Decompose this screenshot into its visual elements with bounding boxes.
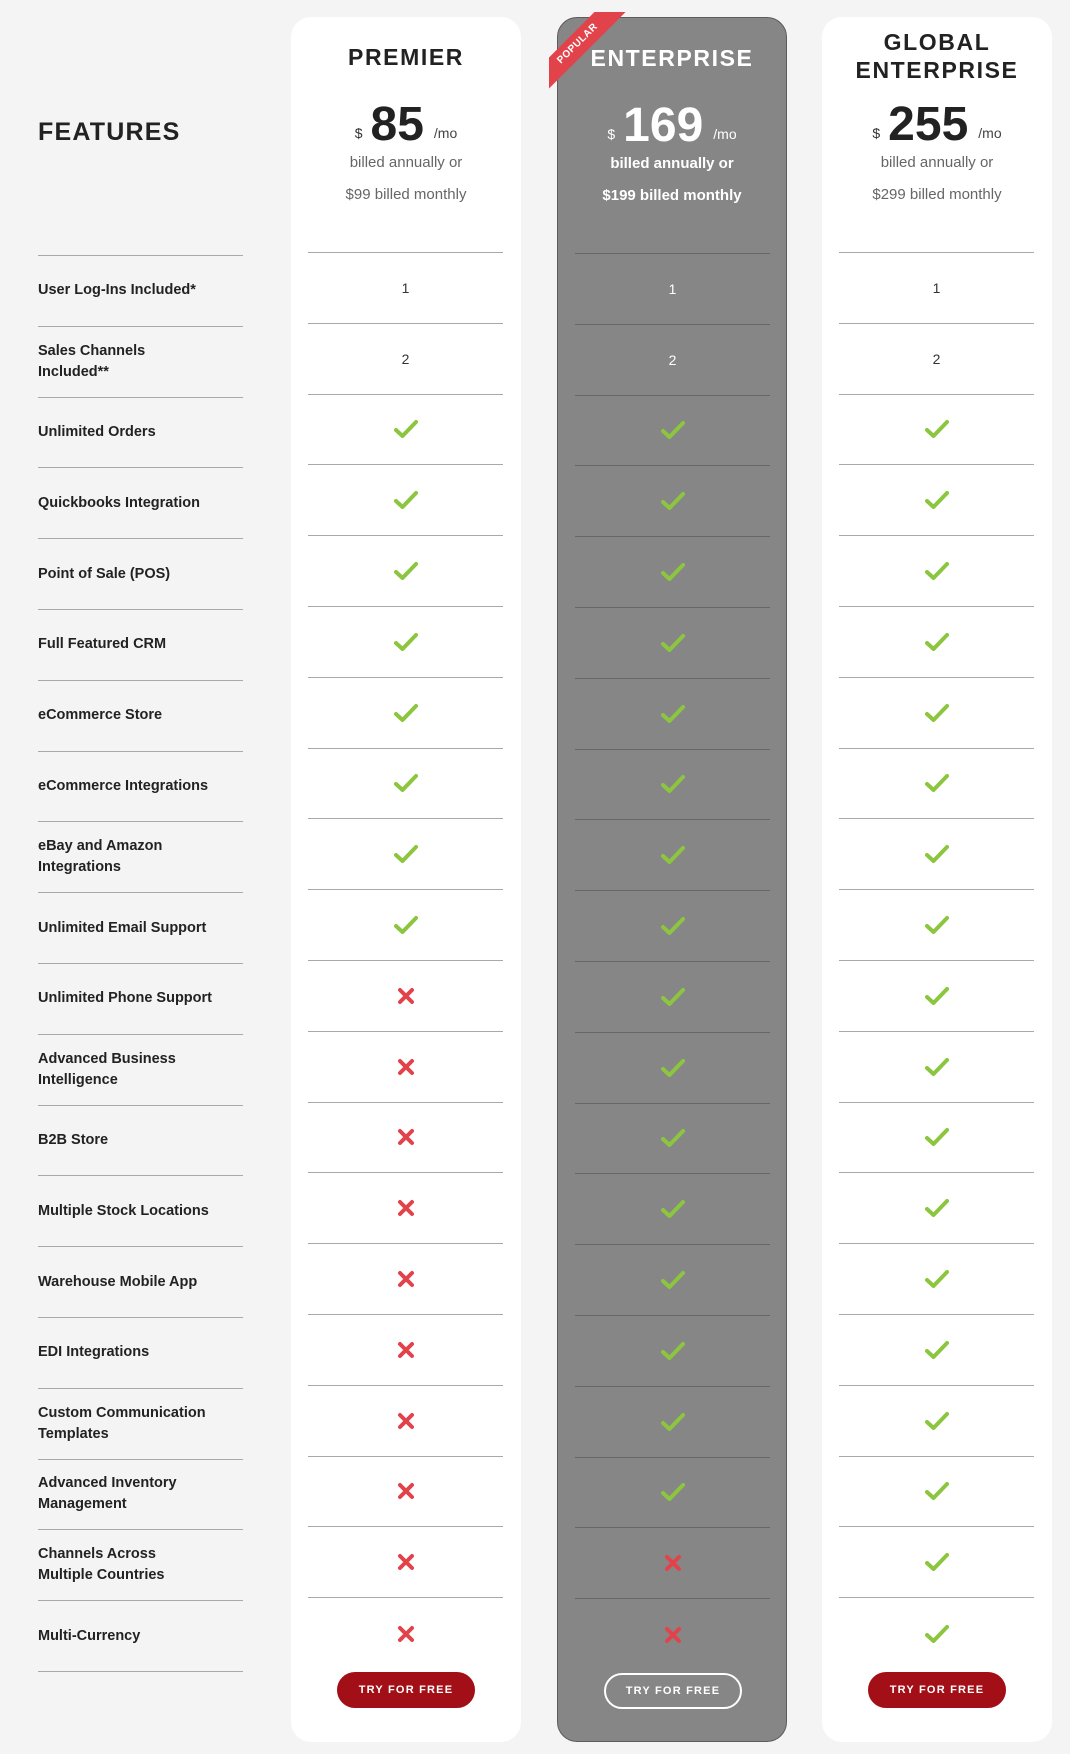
feature-value-cell (575, 1528, 770, 1599)
check-icon (661, 1270, 685, 1290)
billed-annually-text: billed annually or (610, 155, 734, 172)
feature-label: Full Featured CRM (38, 636, 167, 653)
try-for-free-button-premier[interactable]: TRY FOR FREE (337, 1672, 475, 1708)
feature-row (38, 1106, 243, 1177)
features-title: FEATURES (38, 118, 181, 146)
check-icon (661, 1412, 685, 1432)
feature-row (38, 327, 243, 398)
check-icon (925, 703, 949, 723)
cross-icon (397, 1270, 415, 1288)
try-for-free-button-global-enterprise[interactable]: TRY FOR FREE (868, 1672, 1006, 1708)
feature-value-cell (575, 1458, 770, 1529)
feature-value-cell (839, 961, 1034, 1032)
feature-value-cell (308, 1598, 503, 1669)
feature-row (38, 539, 243, 610)
cross-icon (397, 1128, 415, 1146)
billed-annually-text: billed annually or (880, 154, 994, 171)
feature-value-cell (839, 1527, 1034, 1598)
feature-value-cell (575, 1033, 770, 1104)
check-icon (394, 773, 418, 793)
feature-value-cell (308, 1244, 503, 1315)
feature-value-cell (308, 678, 503, 749)
price-amount: 255 (888, 98, 969, 151)
feature-row (38, 1247, 243, 1318)
price-period: /mo (978, 125, 1002, 141)
check-icon (661, 845, 685, 865)
check-icon (925, 1057, 949, 1077)
cross-icon (397, 1553, 415, 1571)
price-amount: 85 (370, 98, 424, 151)
feature-label: eCommerce Store (38, 707, 163, 724)
plan-feature-values (308, 252, 503, 1669)
feature-row (38, 1389, 243, 1460)
check-icon (661, 1199, 685, 1219)
check-icon (661, 562, 685, 582)
check-icon (925, 915, 949, 935)
check-icon (394, 844, 418, 864)
popular-badge: POPULAR (549, 12, 627, 92)
feature-value: 2 (401, 350, 410, 367)
feature-value-cell (839, 1173, 1034, 1244)
billed-monthly-text: $199 billed monthly (602, 187, 742, 204)
feature-row (38, 398, 243, 469)
plan-name-line-1: GLOBAL (883, 29, 991, 55)
check-icon (925, 1340, 949, 1360)
plan-card-premier (291, 17, 521, 1742)
cross-icon (397, 1341, 415, 1359)
check-icon (661, 1341, 685, 1361)
feature-label: Channels Across Multiple Countries (38, 1546, 165, 1584)
check-icon (925, 490, 949, 510)
feature-label: Warehouse Mobile App (38, 1273, 198, 1290)
feature-value-cell (839, 1457, 1034, 1528)
cross-icon (664, 1626, 682, 1644)
plan-card-global-enterprise (822, 17, 1052, 1742)
feature-value-cell (839, 1032, 1034, 1103)
feature-value-cell (308, 536, 503, 607)
feature-label: eCommerce Integrations (38, 777, 209, 794)
price-period: /mo (433, 125, 458, 141)
price-period: /mo (713, 126, 737, 142)
feature-row (38, 468, 243, 539)
check-icon (925, 1481, 949, 1501)
feature-value-cell (308, 324, 503, 395)
feature-label: Unlimited Orders (38, 423, 156, 440)
check-icon (661, 704, 685, 724)
feature-row (38, 1035, 243, 1106)
check-icon (394, 632, 418, 652)
feature-value-cell (575, 891, 770, 962)
cross-icon (397, 1625, 415, 1643)
feature-value-cell (839, 607, 1034, 678)
feature-row (38, 256, 243, 327)
price-currency: $ (354, 125, 363, 141)
feature-value-cell (308, 1173, 503, 1244)
feature-value-cell (308, 1457, 503, 1528)
feature-label: Unlimited Email Support (38, 919, 207, 936)
check-icon (394, 915, 418, 935)
check-icon (925, 1552, 949, 1572)
billed-monthly-text: $299 billed monthly (872, 186, 1002, 203)
check-icon (394, 490, 418, 510)
price-amount: 169 (623, 99, 704, 152)
feature-value: 2 (668, 351, 677, 368)
feature-value-cell (839, 536, 1034, 607)
check-icon (661, 420, 685, 440)
feature-value-cell (575, 325, 770, 396)
feature-value-cell (839, 465, 1034, 536)
feature-value: 1 (401, 279, 410, 296)
try-for-free-button-enterprise[interactable]: TRY FOR FREE (604, 1673, 742, 1709)
plan-name (822, 28, 1052, 84)
feature-label: eBay and Amazon Integrations (38, 838, 163, 876)
feature-value-cell (839, 1386, 1034, 1457)
feature-value-cell (575, 537, 770, 608)
feature-value-cell (308, 819, 503, 890)
feature-value-cell (839, 1598, 1034, 1669)
cross-icon (397, 987, 415, 1005)
feature-row (38, 1176, 243, 1247)
feature-row (38, 1460, 243, 1531)
feature-value-cell (575, 1387, 770, 1458)
feature-label: Quickbooks Integration (38, 494, 200, 511)
features-list (38, 255, 243, 1672)
feature-value-cell (839, 890, 1034, 961)
feature-value-cell (839, 749, 1034, 820)
feature-value-cell (575, 1245, 770, 1316)
check-icon (661, 633, 685, 653)
check-icon (925, 632, 949, 652)
feature-row (38, 822, 243, 893)
check-icon (661, 987, 685, 1007)
check-icon (925, 844, 949, 864)
feature-value-cell (839, 324, 1034, 395)
feature-value-cell (839, 678, 1034, 749)
cross-icon (397, 1482, 415, 1500)
feature-value-cell (308, 961, 503, 1032)
check-icon (925, 561, 949, 581)
feature-label: EDI Integrations (38, 1344, 150, 1361)
price-currency: $ (607, 126, 616, 142)
cross-icon (397, 1412, 415, 1430)
check-icon (661, 1058, 685, 1078)
feature-value-cell (575, 820, 770, 891)
cross-icon (397, 1058, 415, 1076)
feature-value-cell (575, 466, 770, 537)
plan-name-line-2: ENTERPRISE (855, 57, 1019, 83)
feature-value-cell (308, 1386, 503, 1457)
price (291, 99, 521, 151)
feature-value-cell (839, 819, 1034, 890)
feature-value-cell (308, 395, 503, 466)
plan-card-enterprise (557, 17, 787, 1742)
check-icon (925, 419, 949, 439)
check-icon (925, 1624, 949, 1644)
billed-monthly-text: $99 billed monthly (345, 186, 467, 203)
check-icon (661, 774, 685, 794)
feature-value-cell (575, 1104, 770, 1175)
check-icon (394, 703, 418, 723)
feature-value: 1 (668, 280, 677, 297)
feature-value: 2 (932, 350, 941, 367)
feature-row (38, 964, 243, 1035)
feature-value-cell (308, 749, 503, 820)
feature-row (38, 610, 243, 681)
plan-feature-values (839, 252, 1034, 1669)
feature-label: Custom Communication Templates (38, 1404, 206, 1442)
feature-value-cell (575, 1174, 770, 1245)
feature-value-cell (308, 1032, 503, 1103)
feature-value-cell (839, 395, 1034, 466)
feature-value-cell (308, 1103, 503, 1174)
feature-value-cell (308, 890, 503, 961)
feature-value-cell (575, 1599, 770, 1670)
feature-value-cell (575, 608, 770, 679)
check-icon (925, 1411, 949, 1431)
check-icon (661, 491, 685, 511)
cross-icon (664, 1554, 682, 1572)
feature-value-cell (575, 962, 770, 1033)
feature-label: Sales Channels Included** (38, 342, 146, 380)
feature-value-cell (575, 254, 770, 325)
check-icon (925, 1269, 949, 1289)
check-icon (925, 1127, 949, 1147)
feature-value-cell (839, 1103, 1034, 1174)
feature-row (38, 681, 243, 752)
feature-value-cell (575, 1316, 770, 1387)
price-currency: $ (872, 125, 881, 141)
feature-row (38, 893, 243, 964)
feature-row (38, 752, 243, 823)
check-icon (925, 773, 949, 793)
plan-feature-values (575, 253, 770, 1670)
feature-row (38, 1601, 243, 1672)
feature-label: Advanced Inventory Management (38, 1475, 177, 1513)
feature-label: User Log-Ins Included* (38, 282, 196, 299)
feature-row (38, 1318, 243, 1389)
check-icon (661, 916, 685, 936)
feature-label: Multiple Stock Locations (38, 1202, 209, 1219)
feature-value-cell (839, 1244, 1034, 1315)
feature-label: Advanced Business Intelligence (38, 1050, 176, 1088)
feature-value-cell (839, 1315, 1034, 1386)
price (822, 99, 1052, 151)
feature-label: Point of Sale (POS) (38, 565, 171, 582)
feature-value-cell (308, 607, 503, 678)
feature-label: Multi-Currency (38, 1627, 141, 1644)
feature-value-cell (308, 1527, 503, 1598)
feature-value-cell (308, 253, 503, 324)
billed-annually-text: billed annually or (349, 154, 463, 171)
feature-value-cell (575, 396, 770, 467)
feature-value-cell (575, 750, 770, 821)
feature-value-cell (308, 465, 503, 536)
plan-name: PREMIER (348, 44, 464, 70)
feature-value-cell (308, 1315, 503, 1386)
feature-value-cell (575, 679, 770, 750)
check-icon (394, 419, 418, 439)
check-icon (661, 1482, 685, 1502)
price (558, 100, 786, 152)
check-icon (925, 986, 949, 1006)
check-icon (394, 561, 418, 581)
feature-value-cell (839, 253, 1034, 324)
plan-name: ENTERPRISE (590, 45, 754, 71)
feature-row (38, 1530, 243, 1601)
check-icon (661, 1128, 685, 1148)
feature-label: Unlimited Phone Support (38, 990, 212, 1007)
feature-value: 1 (932, 279, 941, 296)
cross-icon (397, 1199, 415, 1217)
check-icon (925, 1198, 949, 1218)
feature-label: B2B Store (38, 1131, 109, 1148)
